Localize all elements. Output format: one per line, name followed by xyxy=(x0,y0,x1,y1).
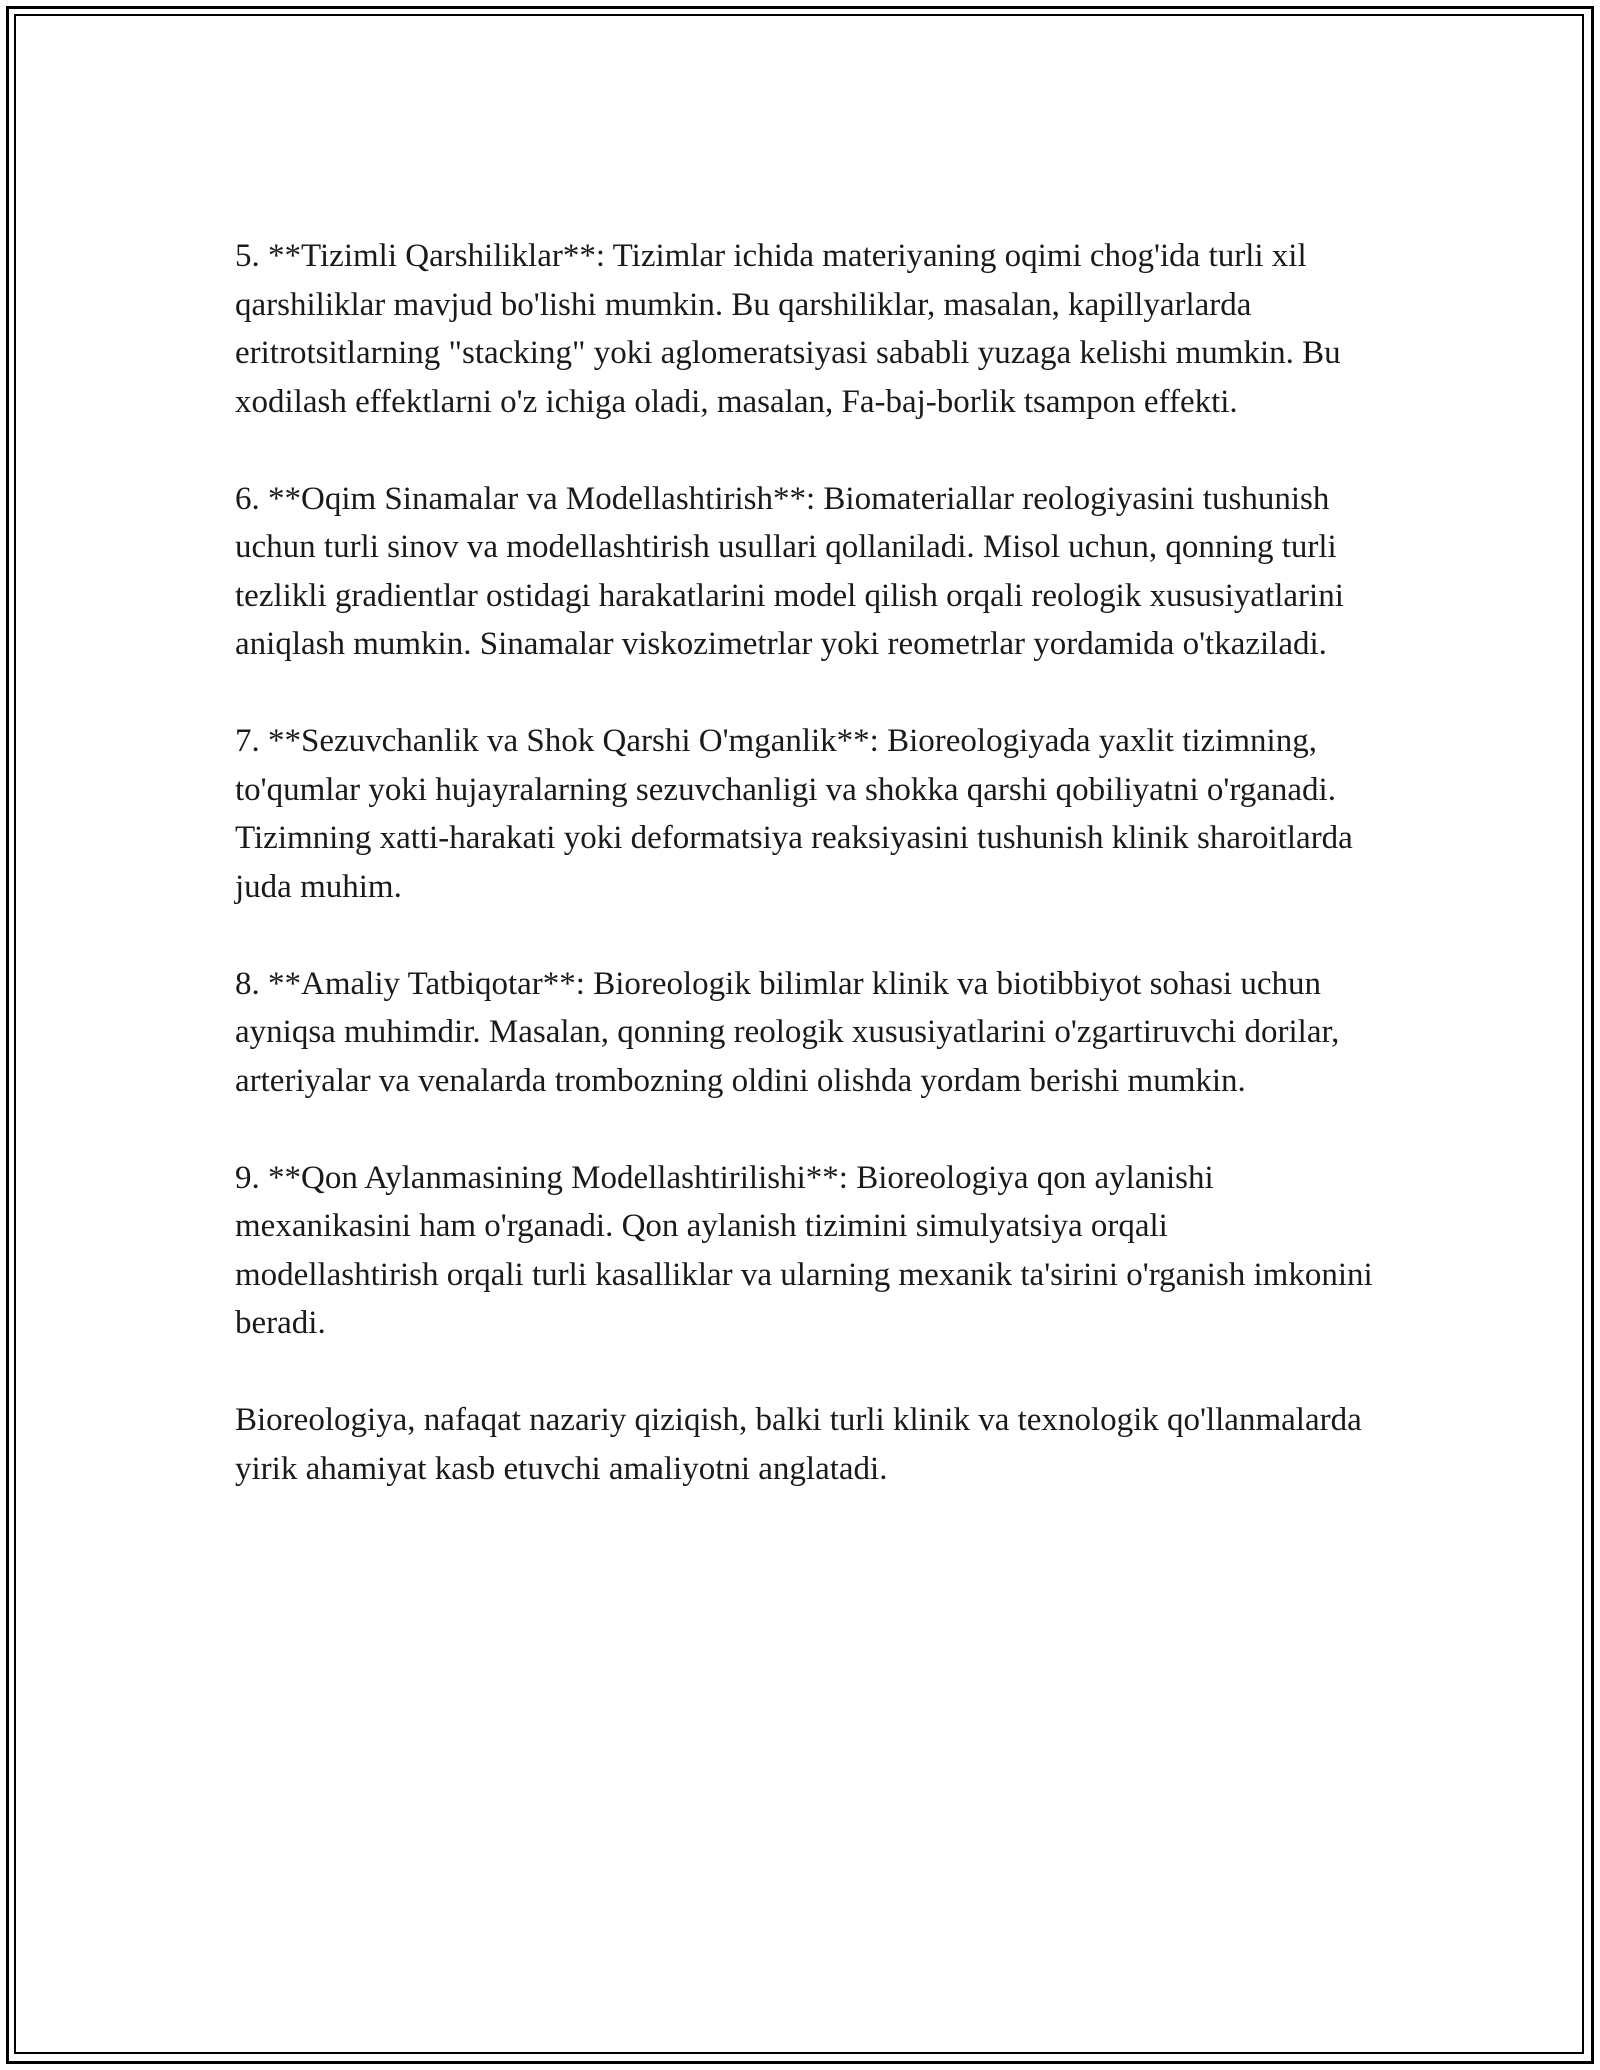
concluding-paragraph: Bioreologiya, nafaqat nazariy qiziqish, balki turli klinik va texnologik qo'llanmalarda yirik ahamiyat kasb etuvchi amaliyotni anglatadi. xyxy=(235,1402,1362,1487)
paragraph-item-8: 8. **Amaliy Tatbiqotar**: Bioreologik bilimlar klinik va biotibbiyot sohasi uchun ayniqsa muhimdir. Masalan, qonning reologik xususiyatlarini o'zgartiruvchi dorilar, arteriyalar va venalarda trombozning oldini olishda yordam berishi mumkin. xyxy=(235,965,1340,1099)
document-body xyxy=(235,232,1375,1493)
paragraph-item-7: 7. **Sezuvchanlik va Shok Qarshi O'mganlik**: Bioreologiyada yaxlit tizimning, to'qumlar yoki hujayralarning sezuvchanligi va shokka qarshi qobiliyatni o'rganadi. Tizimning xatti-harakati yoki deformatsiya reaksiyasini tushunish klinik sharoitlarda juda muhim. xyxy=(235,723,1353,905)
paragraph-item-5: 5. **Tizimli Qarshiliklar**: Tizimlar ichida materiyaning oqimi chog'ida turli xil qarshiliklar mavjud bo'lishi mumkin. Bu qarshiliklar, masalan, kapillyarlarda eritrotsitlarning "stacking" yoki aglomeratsiyasi sababli yuzaga kelishi mumkin. Bu xodilash effektlarni o'z ichiga oladi, masalan, Fa-baj-borlik tsampon effekti. xyxy=(235,238,1341,420)
paragraph-item-6: 6. **Oqim Sinamalar va Modellashtirish**: Biomateriallar reologiyasini tushunish uchun turli sinov va modellashtirish usullari qollaniladi. Misol uchun, qonning turli tezlikli gradientlar ostidagi harakatlarini model qilish orqali reologik xususiyatlarini aniqlash mumkin. Sinamalar viskozimetrlar yoki reometrlar yordamida o'tkaziladi. xyxy=(235,480,1344,662)
paragraph-item-9: 9. **Qon Aylanmasining Modellashtirilishi**: Bioreologiya qon aylanishi mexanikasini ham o'rganadi. Qon aylanish tizimini simulyatsiya orqali modellashtirish orqali turli kasalliklar va ularning mexanik ta'sirini o'rganish imkonini beradi. xyxy=(235,1159,1373,1341)
